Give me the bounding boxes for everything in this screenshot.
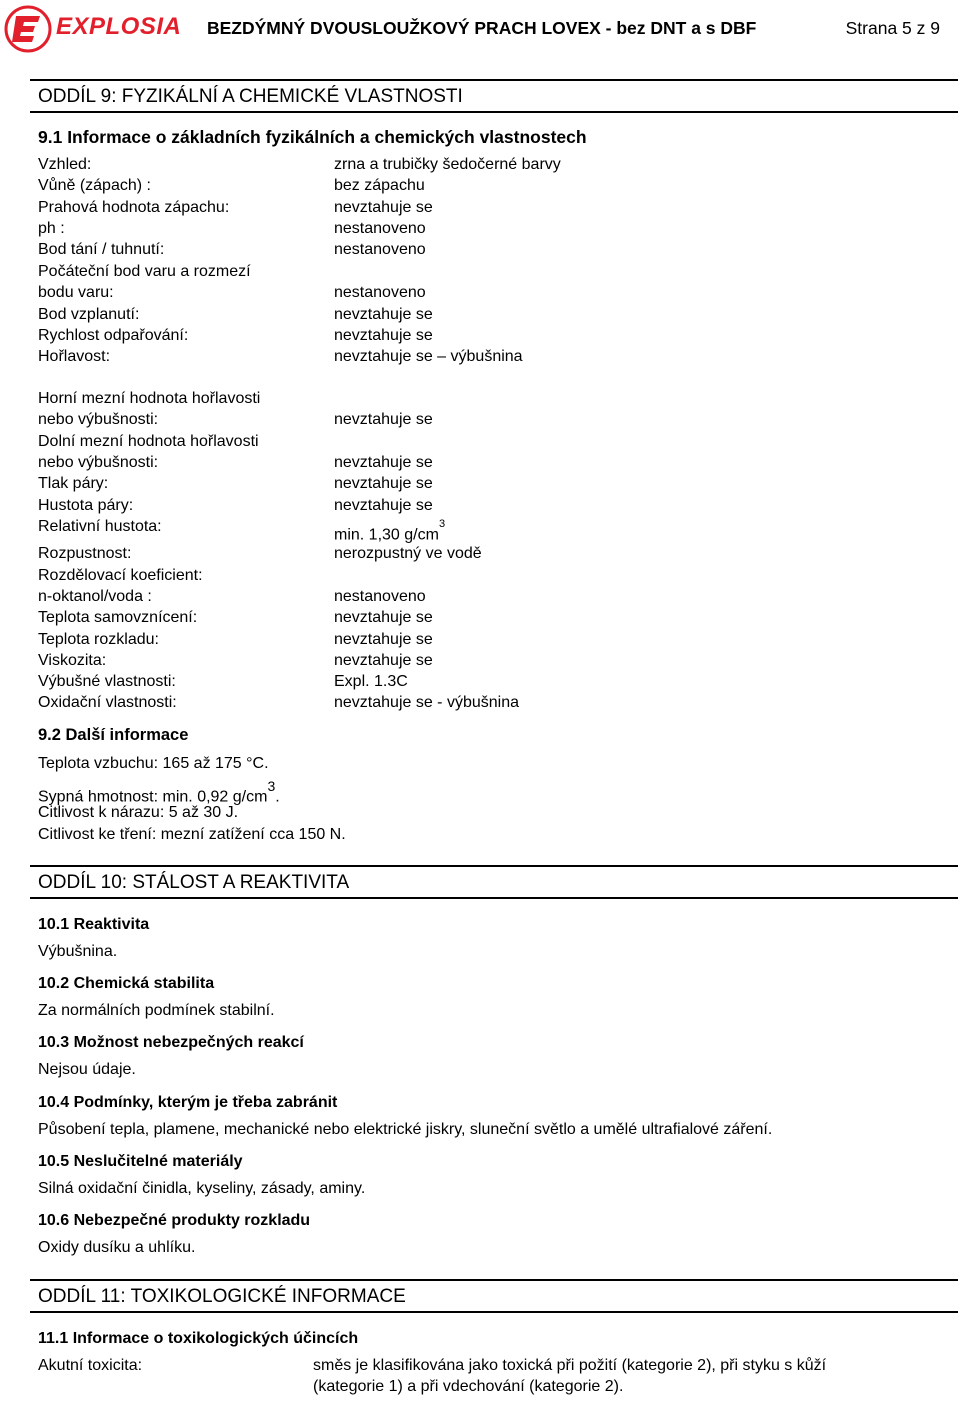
property-label: ph : bbox=[38, 220, 65, 237]
property-value: zrna a trubičky šedočerné barvy bbox=[334, 156, 561, 173]
property-label: Dolní mezní hodnota hořlavosti bbox=[38, 433, 259, 450]
logo-wordmark: EXPLOSIA bbox=[56, 13, 182, 40]
section-9-heading: ODDÍL 9: FYZIKÁLNÍ A CHEMICKÉ VLASTNOSTI bbox=[30, 79, 958, 113]
property-label: Teplota samovznícení: bbox=[38, 609, 198, 626]
subsection-9-1-title: 9.1 Informace o základních fyzikálních a chemických vlastnostech bbox=[38, 127, 587, 147]
superscript: 3 bbox=[438, 518, 446, 530]
property-label: bodu varu: bbox=[38, 284, 114, 301]
subsection-text: Nejsou údaje. bbox=[38, 1061, 136, 1078]
property-label: Rozdělovací koeficient: bbox=[38, 567, 203, 584]
info-line: Teplota vzbuchu: 165 až 175 °C. bbox=[38, 755, 269, 772]
property-label: Hustota páry: bbox=[38, 497, 134, 514]
property-value: nevztahuje se bbox=[334, 327, 433, 344]
info-line: Citlivost ke tření: mezní zatížení cca 150 N. bbox=[38, 826, 346, 843]
property-value: nestanoveno bbox=[334, 241, 426, 258]
property-value: nestanoveno bbox=[334, 220, 426, 237]
property-label: n-oktanol/voda : bbox=[38, 588, 152, 605]
property-label: Počáteční bod varu a rozmezí bbox=[38, 263, 251, 280]
subsection-text: Působení tepla, plamene, mechanické nebo elektrické jiskry, sluneční světlo a umělé ultrafialové záření. bbox=[38, 1121, 773, 1138]
property-value: nevztahuje se bbox=[334, 454, 433, 471]
property-value: nevztahuje se bbox=[334, 609, 433, 626]
explosia-emblem-icon bbox=[4, 4, 54, 54]
document-title: BEZDÝMNÝ DVOUSLOUŽKOVÝ PRACH LOVEX - bez DNT a s DBF bbox=[207, 18, 757, 38]
subsection-title: 10.5 Neslučitelné materiály bbox=[38, 1153, 243, 1170]
property-label: Viskozita: bbox=[38, 652, 107, 669]
property-label: Vzhled: bbox=[38, 156, 92, 173]
property-value: nevztahuje se bbox=[334, 497, 433, 514]
property-value: nevztahuje se bbox=[334, 652, 433, 669]
property-value: nestanoveno bbox=[334, 284, 426, 301]
property-value: nevztahuje se - výbušnina bbox=[334, 694, 519, 711]
property-value: nevztahuje se – výbušnina bbox=[334, 348, 523, 365]
info-line-density: Sypná hmotnost: min. 0,92 $g/cm^3$. bbox=[38, 778, 280, 806]
section-10-heading: ODDÍL 10: STÁLOST A REAKTIVITA bbox=[30, 865, 958, 899]
property-label: Bod vzplanutí: bbox=[38, 306, 140, 323]
subsection-title: 10.1 Reaktivita bbox=[38, 916, 150, 933]
property-value: nevztahuje se bbox=[334, 475, 433, 492]
property-value: bez zápachu bbox=[334, 177, 425, 194]
property-label: Bod tání / tuhnutí: bbox=[38, 241, 165, 258]
property-value: min. 1,30 $g/cm^3$ bbox=[334, 518, 446, 544]
subsection-title: 10.6 Nebezpečné produkty rozkladu bbox=[38, 1212, 311, 1229]
acute-toxicity-value-line2: (kategorie 1) a při vdechování (kategorie 2). bbox=[313, 1378, 624, 1395]
acute-toxicity-value-line1: směs je klasifikována jako toxická při požití (kategorie 2), při styku s kůží bbox=[313, 1357, 827, 1374]
property-label: Výbušné vlastnosti: bbox=[38, 673, 176, 690]
property-label: Vůně (zápach) : bbox=[38, 177, 151, 194]
subsection-title: 10.2 Chemická stabilita bbox=[38, 975, 215, 992]
property-value: nerozpustný ve vodě bbox=[334, 545, 482, 562]
property-label: Horní mezní hodnota hořlavosti bbox=[38, 390, 261, 407]
property-label: Rychlost odpařování: bbox=[38, 327, 189, 344]
page-header bbox=[0, 0, 960, 60]
property-value: nestanoveno bbox=[334, 588, 426, 605]
section-11-heading: ODDÍL 11: TOXIKOLOGICKÉ INFORMACE bbox=[30, 1279, 958, 1313]
property-label: Tlak páry: bbox=[38, 475, 109, 492]
subsection-text: Za normálních podmínek stabilní. bbox=[38, 1002, 275, 1019]
property-value: nevztahuje se bbox=[334, 411, 433, 428]
subsection-text: Výbušnina. bbox=[38, 943, 118, 960]
page-number: Strana 5 z 9 bbox=[845, 18, 940, 38]
info-line: Citlivost k nárazu: 5 až 30 J. bbox=[38, 804, 239, 821]
property-label: Teplota rozkladu: bbox=[38, 631, 159, 648]
subsection-9-2-title: 9.2 Další informace bbox=[38, 726, 189, 744]
property-value: nevztahuje se bbox=[334, 631, 433, 648]
subsection-text: Silná oxidační činidla, kyseliny, zásady, aminy. bbox=[38, 1180, 366, 1197]
property-label: Rozpustnost: bbox=[38, 545, 132, 562]
property-label: nebo výbušnosti: bbox=[38, 411, 159, 428]
property-label: Hořlavost: bbox=[38, 348, 111, 365]
property-label: nebo výbušnosti: bbox=[38, 454, 159, 471]
subsection-text: Oxidy dusíku a uhlíku. bbox=[38, 1239, 196, 1256]
property-value: nevztahuje se bbox=[334, 199, 433, 216]
property-label: Prahová hodnota zápachu: bbox=[38, 199, 230, 216]
property-label: Oxidační vlastnosti: bbox=[38, 694, 177, 711]
acute-toxicity-label: Akutní toxicita: bbox=[38, 1357, 143, 1374]
subsection-title: 10.4 Podmínky, kterým je třeba zabránit bbox=[38, 1094, 338, 1111]
property-label: Relativní hustota: bbox=[38, 518, 162, 535]
property-value: Expl. 1.3C bbox=[334, 673, 408, 690]
subsection-title: 10.3 Možnost nebezpečných reakcí bbox=[38, 1034, 304, 1051]
explosia-logo bbox=[4, 4, 184, 54]
subsection-11-1-title: 11.1 Informace o toxikologických účincích bbox=[38, 1330, 359, 1347]
property-value: nevztahuje se bbox=[334, 306, 433, 323]
